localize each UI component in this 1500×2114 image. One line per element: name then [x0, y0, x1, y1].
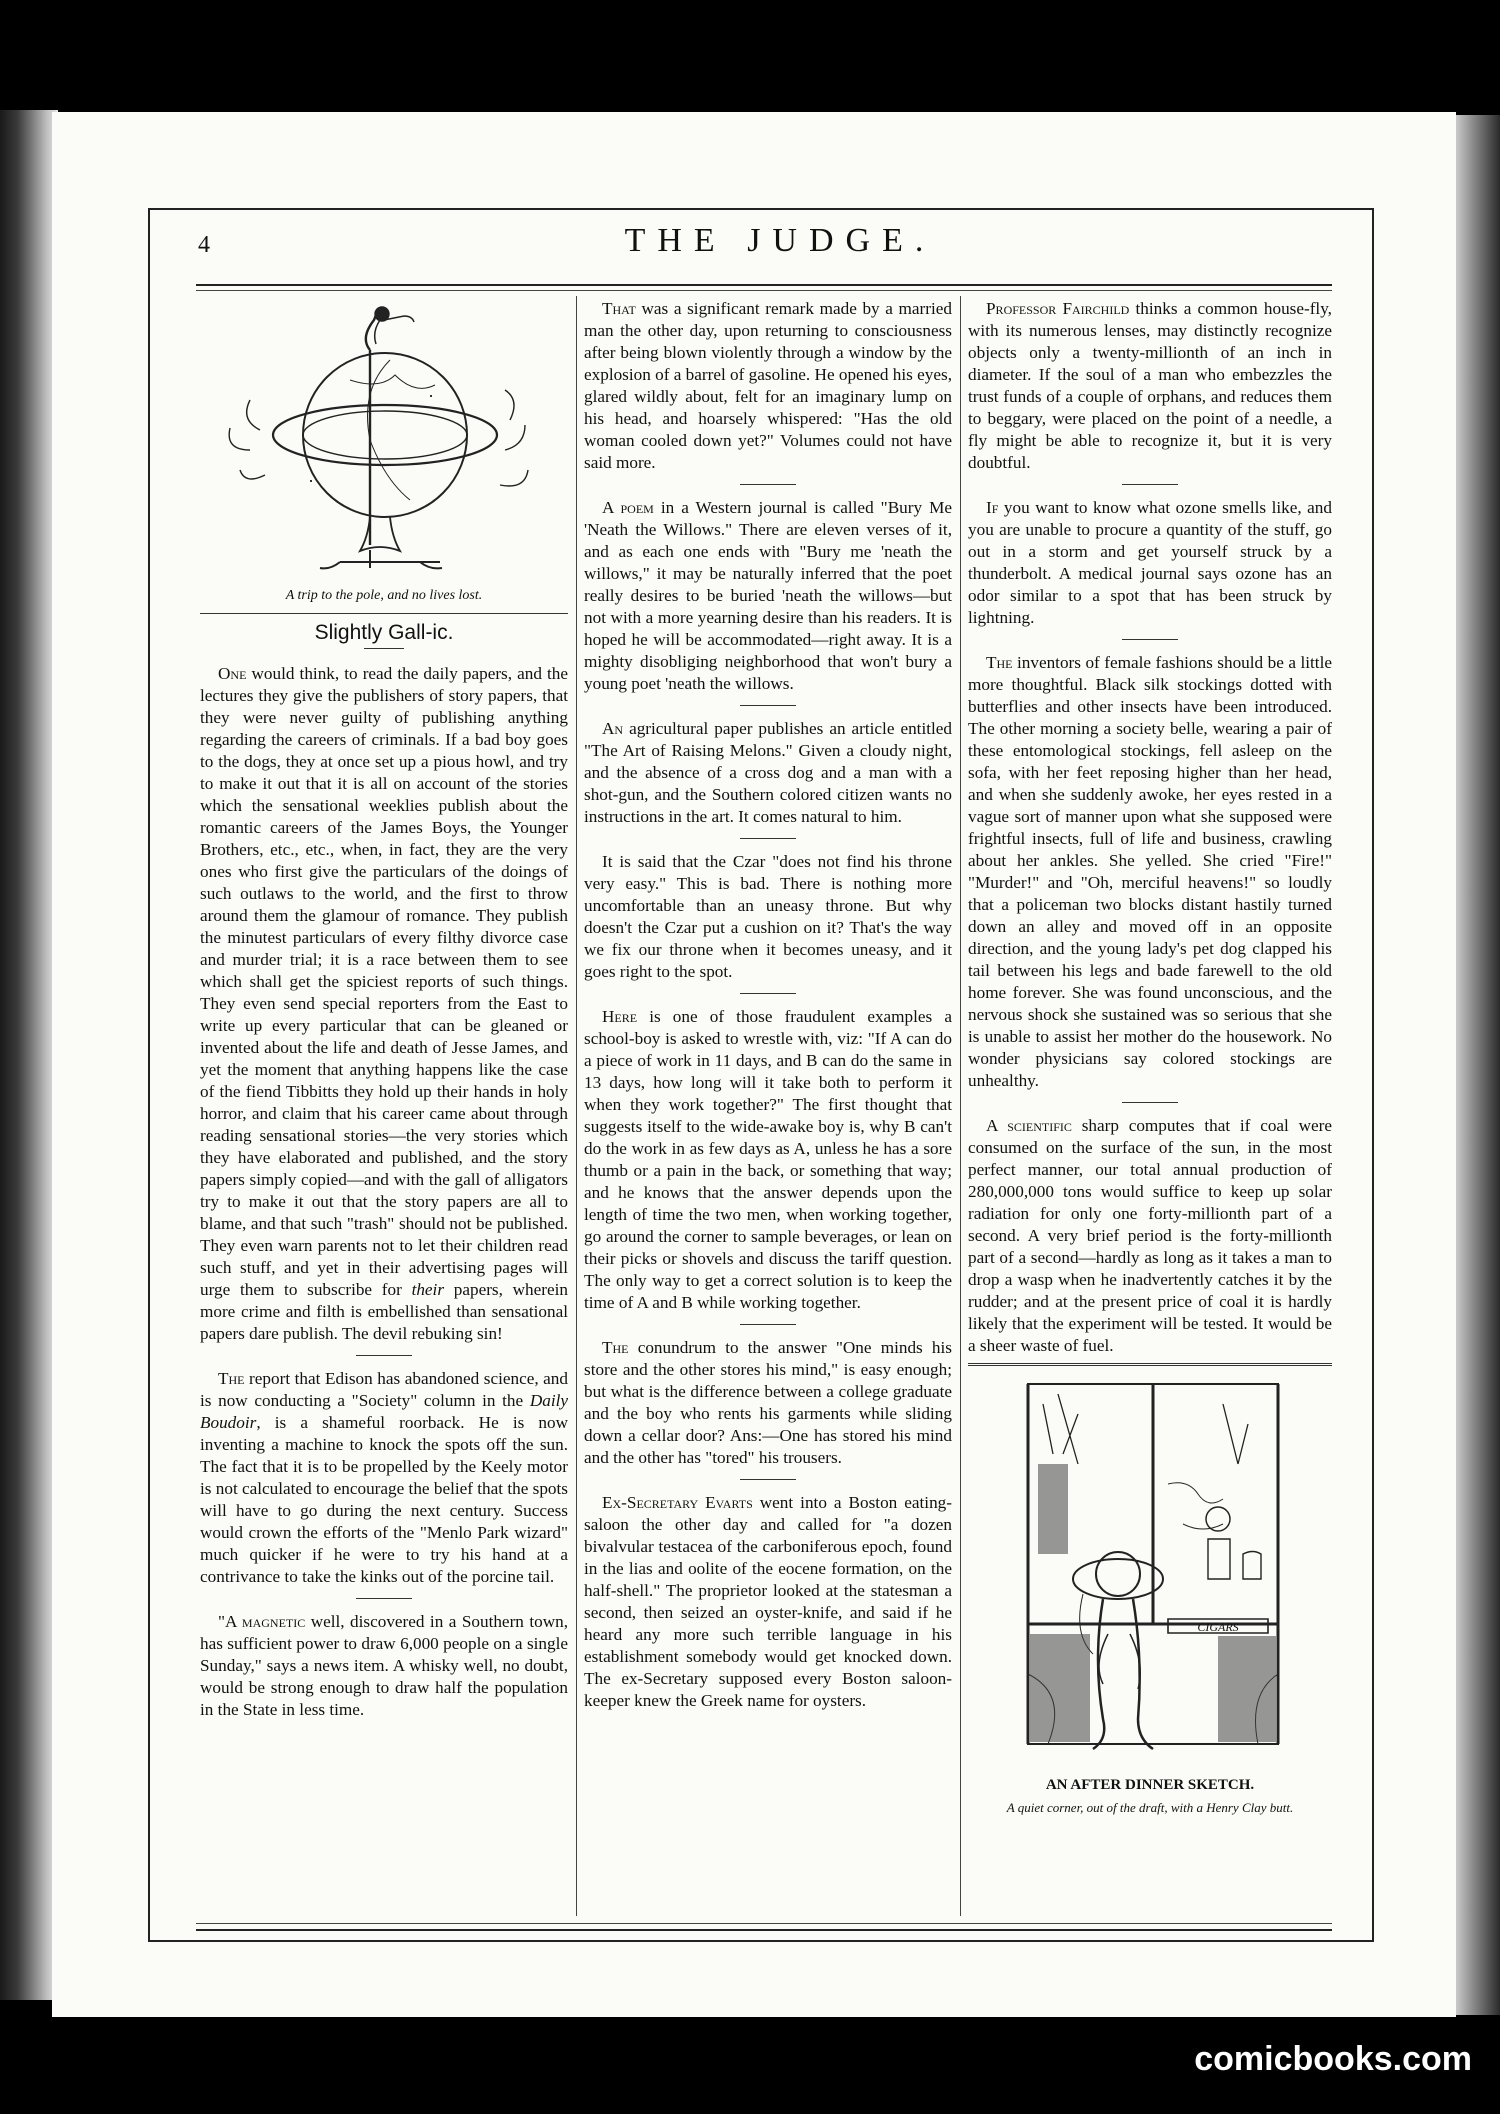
paragraph-text: conundrum to the answer "One minds his store and the other stores his mind," is easy enough; but what is the difference between a college graduate and the boy who rents his garments while sliding down a cellar door? Ans:—One has stored his mind and the other has "tored" his trousers.: [584, 1338, 952, 1467]
footer-rule-thin: [196, 1923, 1332, 1924]
column-1: [200, 300, 568, 1725]
divider: [968, 1363, 1332, 1366]
paragraph-text: in a Western journal is called "Bury Me 'Neath the Willows." There are eleven verses of it, and as each one ends with "Bury me 'neath the willows," it may be naturally inferred that the poet really desires to be buried 'neath the willows—but not with a more yearning desire than his readers. It is hoped he will be accommodated—right away. It is a mighty disobliging neighborhood that won't bury a young poet 'neath the willows.: [584, 498, 952, 693]
header-rule: [196, 284, 1332, 286]
paragraph-text: , is a shameful roorback. He is now inventing a machine to knock the spots off the sun. The fact that it is to be propelled by the Keely motor is not calculated to encourage the belief that the spots will have to go during the next century. Success would crown the efforts of the "Menlo Park wizard" much quicker if he were to try his hand at a contrivance to take the kinks out of the porcine tail.: [200, 1413, 568, 1586]
paragraph-text: their: [411, 1280, 445, 1299]
globe-caption: A trip to the pole, and no lives lost.: [285, 588, 483, 603]
paragraph-text: The: [602, 1338, 629, 1357]
column-divider: [960, 296, 961, 1916]
column-divider: [576, 296, 577, 1916]
watermark: comicbooks.com: [1194, 2040, 1472, 2078]
article-paragraph: [968, 652, 1332, 1092]
paragraph-text: inventors of female fashions should be a little more thoughtful. Black silk stockings dotted with butterflies and other insects have been introduced. The other morning a society belle, wearing a pair of these entomological stockings, fell asleep on the sofa, with her feet reposing higher than her head, and when she suddenly awoke, her eyes rested in a vague sort of manner upon what she supposed were frightful insects, full of life and business, crawling about her ankles. She yelled. She cried "Fire!" "Murder!" and "Oh, merciful heavens!" so loudly that a policeman two blocks distant hastily turned down an alley and moved off in an opposite direction, and the young lady's pet dog clapped his tail between his legs and bade farewell to the old home forever. She was found unconscious, and the nervous shock she sustained was so serious that she is unable to assist her mother do the housework. No wonder physicians say colored stockings are unhealthy.: [968, 653, 1332, 1090]
divider: [1122, 484, 1178, 485]
article-paragraph: [968, 1115, 1332, 1357]
book-binding-left: [0, 110, 58, 2000]
divider: [200, 613, 568, 614]
article-paragraph: [200, 663, 568, 1345]
article-paragraph: [968, 497, 1332, 629]
paragraph-text: One: [218, 664, 247, 683]
paragraph-text: The: [218, 1369, 245, 1388]
article-paragraph: [968, 298, 1332, 474]
paragraph-text: An: [602, 719, 624, 738]
paragraph-text: well, discovered in a Southern town, has sufficient power to draw 6,000 people on a single Sunday," says a news item. A whisky well, no doubt, would be strong enough to draw half the population in the State in less time.: [200, 1612, 568, 1719]
divider: [356, 1355, 412, 1356]
article-paragraph: [584, 298, 952, 474]
book-binding-right: [1452, 115, 1500, 2015]
article-paragraph: [584, 851, 952, 983]
divider: [1122, 639, 1178, 640]
paragraph-text: Ex-Secretary Evarts: [602, 1493, 753, 1512]
sketch-title: AN AFTER DINNER SKETCH.: [1045, 1777, 1255, 1793]
article-paragraph: [200, 1611, 568, 1721]
paragraph-text: If: [986, 498, 999, 517]
footer-rule: [196, 1929, 1332, 1931]
paragraph-text: thinks a common house-fly, with its numerous lenses, may distinctly recognize objects only a twenty-millionth of an inch in diameter. If the soul of a man who embezzles the trust funds of a couple of orphans, and reduces them to beggary, were placed on the point of a needle, a fly might be able to recognize it, but it is very doubtful.: [968, 299, 1332, 472]
paragraph-text: The: [986, 653, 1013, 672]
page-number: 4: [198, 232, 210, 258]
paragraph-text: would think, to read the daily papers, and the lectures they give the publishers of story papers, that they were never guilty of publishing anything regarding the careers of criminals. If a bad boy goes to the dogs, they at once set up a pious howl, and try to make it out that it is all on account of the stories which the sensational weeklies publish about the romantic careers of the James Boys, the Younger Brothers, etc., etc., when, in fact, they are the very ones who first give the particulars of the doings of such outlaws to the world, and the first to throw around them the glamour of romance. They publish the minutest particulars of every filthy divorce case and murder trial; it is a race between them to see which shall get the spiciest reports of such things. They even send special reporters from the East to write up every particular that can be gleaned or invented about the life and death of Jesse James, and yet the moment that anything happens like the case of the fiend Tibbitts they hold up their hands in holy horror, and claim that his career came about through reading sensational stories—the very stories which they have elaborated and published, and the story papers simply copied—and with the gall of alligators try to make it out that the story papers are all to blame, and that such "trash" should not be published. They even warn parents not to let their children read such stuff, and yet in their advertising pages will urge them to subscribe for: [200, 664, 568, 1299]
paragraph-text: A poem: [602, 498, 654, 517]
divider: [740, 705, 796, 706]
paragraph-text: sharp computes that if coal were consumed on the surface of the sun, in the most perfect manner, our total annual production of 280,000,000 tons would suffice to keep up solar radiation for only one forty-millionth part of a second. A very brief period is the forty-millionth part of a second—hardly as long as it takes a man to drop a wasp when he inadvertently catches it by the rudder; and at the present price of coal it is hardly likely that the experiment will be tested. It would be a sheer waste of fuel.: [968, 1116, 1332, 1355]
paragraph-text: agricultural paper publishes an article entitled "The Art of Raising Melons." Given a cloudy night, and the absence of a cross dog and a man with a shot-gun, and the Southern colored citizen wants no instructions in the art. It comes natural to him.: [584, 719, 952, 826]
paragraph-text: is one of those fraudulent examples a school-boy is asked to wrestle with, viz: "If A can do a piece of work in 11 days, and B can do the same in 13 days, how long will it take both to perform it when they work together?" The first thought that suggests itself to the wide-awake boy is, why B can't do the work in as few days as A, unless he has a sore thumb or a pain in the back, or something that way; and he knows that the answer depends upon the length of time the two men, when working together, go around the corner to sample beverages, or lean on their picks or shovels and discuss the tariff question. The only way to get a correct solution is to keep the time of A and B while working together.: [584, 1007, 952, 1312]
paragraph-text: "A magnetic: [218, 1612, 306, 1631]
divider: [740, 484, 796, 485]
paragraph-text: Daily Boudoir: [200, 1391, 568, 1432]
column-2: [584, 298, 952, 1716]
after-dinner-sketch-illustration: [968, 1374, 1332, 1774]
sketch-caption: A quiet corner, out of the draft, with a Henry Clay butt.: [1006, 1800, 1294, 1815]
divider: [364, 648, 404, 649]
divider: [740, 1324, 796, 1325]
article-paragraph: [584, 497, 952, 695]
divider: [740, 1479, 796, 1480]
paragraph-text: That: [602, 299, 636, 318]
paragraph-text: papers, wherein more crime and filth is embellished than sensational papers dare publish. The devil rebuking sin!: [200, 1280, 568, 1343]
paragraph-text: Professor Fairchild: [986, 299, 1130, 318]
paragraph-text: you want to know what ozone smells like, and you are unable to procure a quantity of the stuff, go out in a storm and get yourself struck by a thunderbolt. A medical journal says ozone has an odor similar to a spot that has been struck by lightning.: [968, 498, 1332, 627]
article-paragraph: [584, 1006, 952, 1314]
article-paragraph: [200, 1368, 568, 1588]
paragraph-text: went into a Boston eating-saloon the other day and called for "a dozen bivalvular testacea of the carboniferous epoch, found in the lias and oolite of the eocene formation, on the half-shell." The proprietor looked at the statesman a second, then seized an oyster-knife, and said if he heard any more such terrible language in his establishment somebody would get knocked down. The ex-Secretary supposed every Boston saloon-keeper knew the Greek name for oysters.: [584, 1493, 952, 1710]
cigars-sign-text: CIGARS: [1197, 1620, 1239, 1634]
divider: [740, 993, 796, 994]
paragraph-text: It is said that the Czar "does not find his throne very easy." This is bad. There is nothing more uncomfortable than an uneasy throne. But why doesn't the Czar put a cushion on it? That's the way we fix our throne when it becomes uneasy, and it goes right to the spot.: [584, 852, 952, 981]
article-title: Slightly Gall-ic.: [314, 621, 454, 644]
divider: [356, 1598, 412, 1599]
paragraph-text: A scientific: [986, 1116, 1072, 1135]
article-paragraph: [584, 718, 952, 828]
column-3: [968, 298, 1332, 1820]
divider: [1122, 1102, 1178, 1103]
divider: [740, 838, 796, 839]
paragraph-text: report that Edison has abandoned science, and is now conducting a "Society" column in the: [200, 1369, 568, 1410]
article-paragraph: [584, 1492, 952, 1712]
masthead: THE JUDGE.: [624, 222, 936, 259]
paragraph-text: was a significant remark made by a married man the other day, upon returning to consciousness after being blown violently through a window by the explosion of a barrel of gasoline. He opened his eyes, glared wildly about, felt for an imaginary lump on his head, and hoarsely whispered: "Has the old woman cooled down yet?" Volumes could not have said more.: [584, 299, 952, 472]
header-rule-thin: [196, 290, 1332, 291]
paragraph-text: Here: [602, 1007, 638, 1026]
article-paragraph: [584, 1337, 952, 1469]
globe-illustration: [200, 300, 568, 585]
